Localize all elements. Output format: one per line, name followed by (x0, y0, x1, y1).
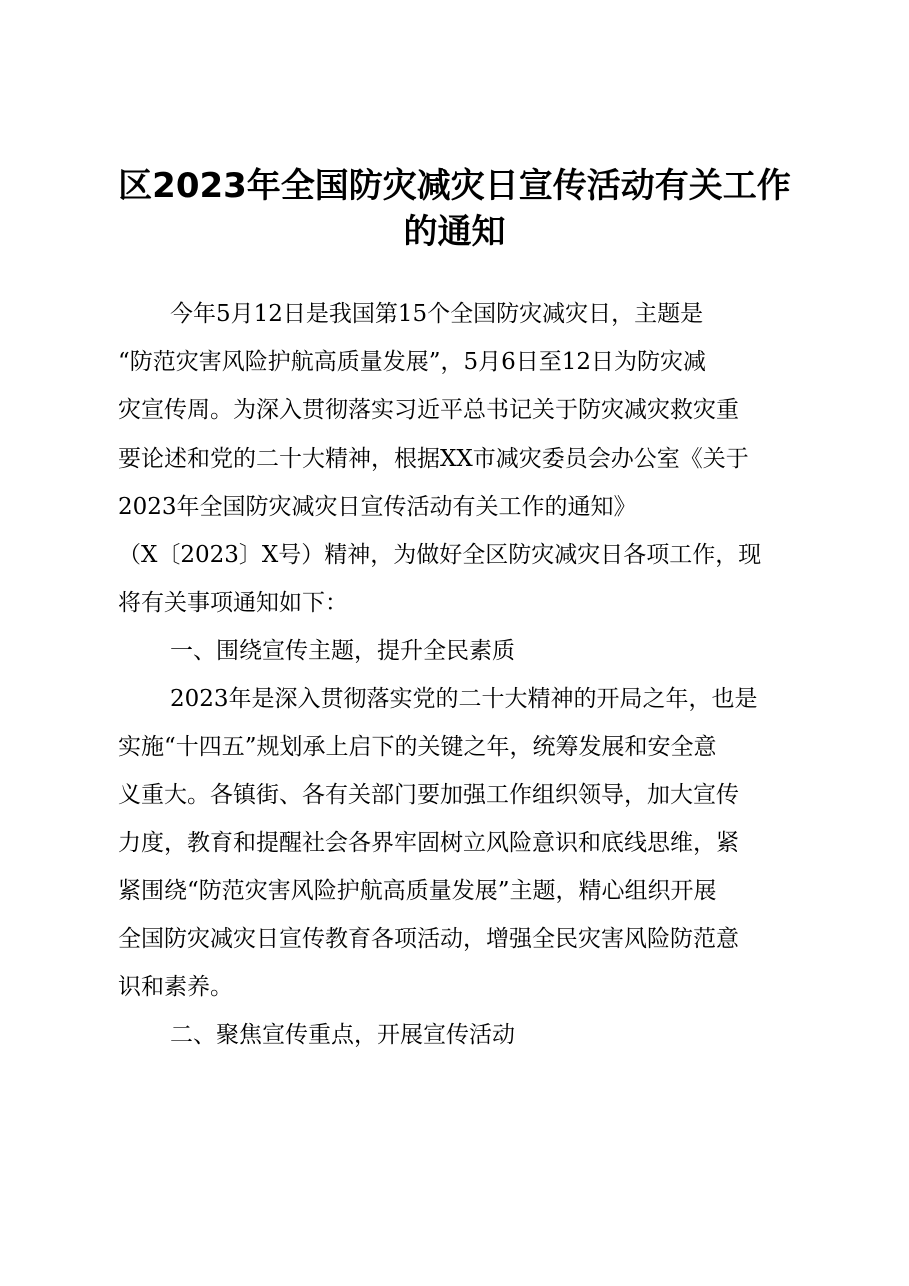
body-line: （X〔2023〕X号）精神，为做好全区防灾减灾日各项工作，现 (118, 542, 762, 568)
body-line: 2023年是深入贯彻落实党的二十大精神的开局之年，也是 (170, 686, 758, 712)
section-heading-1: 一、围绕宣传主题，提升全民素质 (170, 638, 515, 664)
body-line: “防范灾害风险护航高质量发展”，5月6日至12日为防灾减 (118, 349, 707, 375)
body-line: 力度，教育和提醒社会各界牢固树立风险意识和底线思维，紧 (118, 830, 739, 856)
document-title-line-2: 的通知 (403, 212, 506, 252)
document-title-line-1: 区2023年全国防灾减灾日宣传活动有关工作 (118, 166, 791, 206)
body-line: 紧围绕“防范灾害风险护航高质量发展”主题，精心组织开展 (118, 878, 717, 904)
body-line: 灾宣传周。为深入贯彻落实习近平总书记关于防灾减灾救灾重 (118, 397, 739, 423)
body-line: 2023年全国防灾减灾日宣传活动有关工作的通知》 (118, 494, 637, 520)
section-heading-2: 二、聚焦宣传重点，开展宣传活动 (170, 1022, 515, 1048)
body-line: 要论述和党的二十大精神，根据XX市减灾委员会办公室《关于 (118, 446, 749, 472)
body-line: 实施“十四五”规划承上启下的关键之年，统筹发展和安全意 (118, 734, 717, 760)
body-line: 识和素养。 (118, 974, 233, 1000)
body-line: 将有关事项通知如下： (118, 590, 348, 616)
body-line: 义重大。各镇街、各有关部门要加强工作组织领导，加大宣传 (118, 782, 739, 808)
body-line: 全国防灾减灾日宣传教育各项活动，增强全民灾害风险防范意 (118, 926, 739, 952)
body-line: 今年5月12日是我国第15个全国防灾减灾日，主题是 (170, 301, 704, 327)
